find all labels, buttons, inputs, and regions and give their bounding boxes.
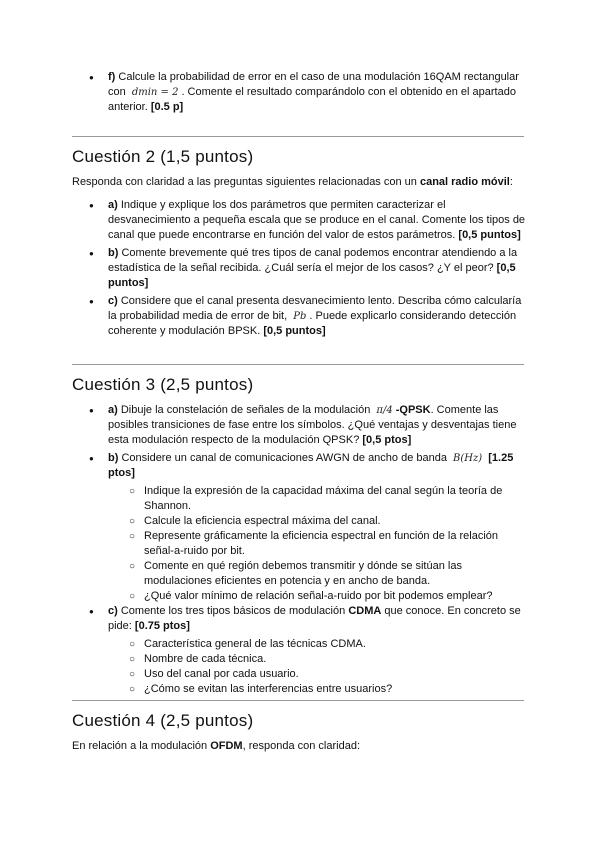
intro-text: En relación a la modulación bbox=[72, 740, 208, 752]
question-3-list bbox=[72, 403, 530, 481]
q2-item-c bbox=[72, 294, 530, 339]
sub-item: ○ Uso del canal por cada usuario. bbox=[72, 667, 530, 682]
item-points: [0,5 puntos] bbox=[458, 229, 521, 241]
sub-item: ○ Calcule la eficiencia espectral máxima del canal. bbox=[72, 514, 530, 529]
q2-item-b bbox=[72, 246, 530, 291]
item-label: a) bbox=[108, 404, 118, 416]
intro-bold: canal radio móvil bbox=[419, 176, 510, 188]
question-2-title: Cuestión 2 (1,5 puntos) bbox=[72, 147, 254, 166]
sub-item: ○ ¿Qué valor mínimo de relación señal-a-ruido por bit podemos emplear? bbox=[72, 589, 530, 604]
item-text: Considere que el canal presenta desvanecimiento lento. Describa cómo calcularía la probabilidad media de error de bit, bbox=[108, 295, 522, 322]
q1-item-f bbox=[72, 70, 530, 115]
sub-item: ○ Comente en qué región debemos transmitir y dónde se sitúan las modulaciones eficientes en potencia y en ancho de banda. bbox=[72, 559, 530, 589]
q3-item-c bbox=[72, 604, 530, 634]
item-text: . Comente el resultado comparándolo con el obtenido en el apartado anterior. bbox=[108, 86, 516, 113]
pb-formula: Pb bbox=[293, 311, 307, 322]
intro-text: Responda con claridad a las preguntas siguientes relacionadas con un bbox=[72, 176, 417, 188]
sub-item: ○ Indique la expresión de la capacidad máxima del canal según la teoría de Shannon. bbox=[72, 484, 530, 514]
q3-item-b bbox=[72, 451, 530, 481]
section-divider bbox=[72, 364, 524, 365]
question-3-section bbox=[72, 364, 530, 697]
item-text: Comente los tres tipos básicos de modulación bbox=[120, 605, 346, 617]
question-3-title: Cuestión 3 (2,5 puntos) bbox=[72, 375, 254, 394]
pi4-formula: π/4 bbox=[376, 405, 393, 416]
item-label: a) bbox=[108, 199, 118, 211]
item-text: Dibuje la constelación de señales de la modulación bbox=[120, 404, 371, 416]
q2-item-a bbox=[72, 198, 530, 243]
section-divider bbox=[72, 700, 524, 701]
item-points: [0,5 puntos] bbox=[108, 262, 516, 289]
item-label: b) bbox=[108, 247, 119, 259]
item-label: b) bbox=[108, 452, 119, 464]
item-points: [1.25 ptos] bbox=[108, 452, 514, 479]
question-3-list-c bbox=[72, 604, 530, 634]
item-label: f) bbox=[108, 71, 116, 83]
item-text: Calcule la probabilidad de error en el caso de una modulación 16QAM rectangular con bbox=[108, 71, 519, 98]
ofdm-bold: OFDM bbox=[210, 740, 243, 752]
sub-item: ○ Característica general de las técnicas CDMA. bbox=[72, 637, 530, 652]
item-label: c) bbox=[108, 295, 118, 307]
q1-list bbox=[72, 70, 530, 118]
q3-c-sublist bbox=[72, 637, 530, 697]
question-4-section bbox=[72, 700, 530, 762]
intro-text-end: , responda con claridad: bbox=[242, 740, 361, 752]
cdma-bold: CDMA bbox=[348, 605, 382, 617]
item-points: [0,5 puntos] bbox=[263, 325, 326, 337]
item-points: [0,5 ptos] bbox=[362, 434, 412, 446]
item-text: . Puede explicarlo considerando detección coherente y modulación BPSK. bbox=[108, 310, 517, 337]
item-text: que conoce. En concreto se pide: bbox=[108, 605, 521, 632]
item-text: . Comente las posibles transiciones de fase entre los símbolos. ¿Qué ventajas y desventajas tiene esta modulación respecto de la modulación QPSK? bbox=[108, 404, 517, 446]
qpsk-bold: -QPSK bbox=[395, 404, 431, 416]
item-text: Indique y explique los dos parámetros que permiten caracterizar el desvanecimiento a pequeña escala que se produce en el canal. Comente los tipos de canal que puede encontrarse en función del valor de estos parámetros. bbox=[108, 199, 526, 241]
item-points: [0.75 ptos] bbox=[134, 620, 190, 632]
section-divider bbox=[72, 136, 524, 137]
sub-item: ○ Represente gráficamente la eficiencia espectral en función de la relación señal-a-ruido por bit. bbox=[72, 529, 530, 559]
question-4-intro bbox=[72, 739, 530, 754]
question-4-title: Cuestión 4 (2,5 puntos) bbox=[72, 711, 254, 730]
q3-b-sublist bbox=[72, 484, 530, 604]
question-2-list bbox=[72, 198, 530, 339]
item-text: Comente brevemente qué tres tipos de canal podemos encontrar atendiendo a la estadística de la señal recibida. ¿Cuál sería el mejor de los casos? ¿Y el peor? bbox=[108, 247, 518, 274]
dmin-formula: dmin = 2 bbox=[131, 87, 179, 98]
sub-item: ○ ¿Cómo se evitan las interferencias entre usuarios? bbox=[72, 682, 530, 697]
question-2-intro bbox=[72, 175, 530, 190]
question-2-section bbox=[72, 136, 530, 342]
bandwidth-formula: B(Hz) bbox=[453, 453, 483, 464]
intro-text-end: : bbox=[509, 176, 513, 188]
item-text: Considere un canal de comunicaciones AWGN de ancho de banda bbox=[121, 452, 447, 464]
q3-item-a bbox=[72, 403, 530, 448]
sub-item: ○ Nombre de cada técnica. bbox=[72, 652, 530, 667]
item-points: [0.5 p] bbox=[150, 101, 184, 113]
item-label: c) bbox=[108, 605, 118, 617]
